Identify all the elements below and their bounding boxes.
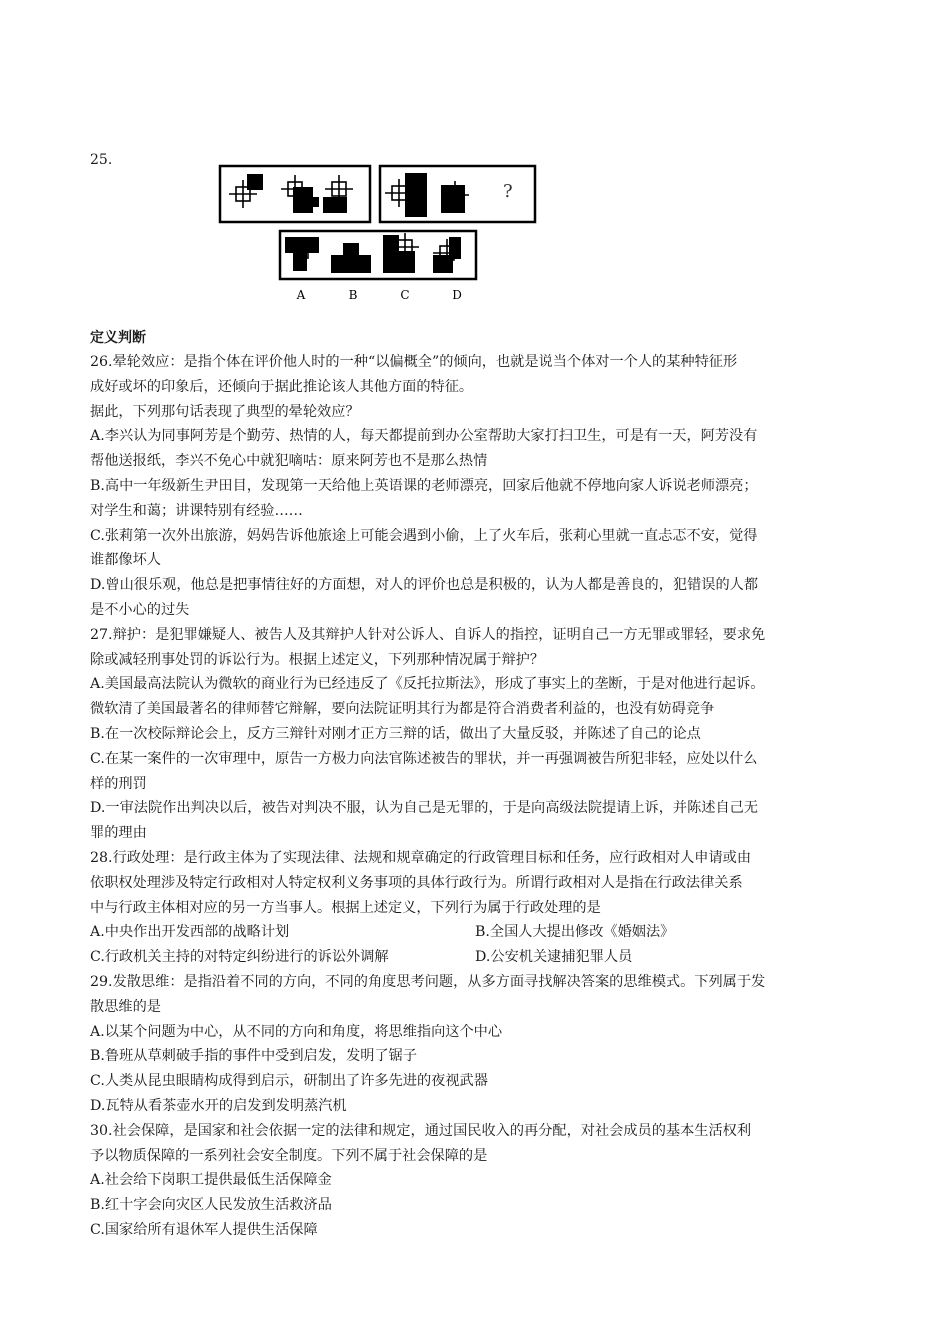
section-title: 定义判断 [90,330,146,346]
q28-option-c: C.行政机关主持的对特定纠纷进行的诉讼外调解 [90,949,389,966]
figure-1 [229,174,263,208]
text-line: A.美国最高法院认为微软的商业行为已经违反了《反托拉斯法》，形成了事实上的垄断，于是对他进行起诉。 [90,676,765,693]
text-line: 散思维的是 [90,998,161,1015]
q28-option-a: A.中央作出开发西部的战略计划 [90,924,290,941]
text-line: A.李兴认为同事阿芳是个勤劳、热情的人，每天都提前到办公室帮助大家打扫卫生，可是有一天，阿芳没有 [90,428,758,445]
text-line: 予以物质保障的一系列社会安全制度。下列不属于社会保障的是 [90,1147,488,1164]
option-label-d: D [452,288,462,302]
option-label-c: C [400,288,410,302]
text-line: B.高中一年级新生尹田目，发现第一天给他上英语课的老师漂亮，回家后他就不停地向家人诉说老师漂亮； [90,477,758,494]
text-line: D.瓦特从看茶壶水开的启发到发明蒸汽机 [90,1097,347,1114]
text-line: A.以某个问题为中心，从不同的方向和角度，将思维指向这个中心 [90,1023,503,1040]
questions-body [90,350,865,1243]
figure-3 [323,175,353,213]
text-line: 样的刑罚 [90,775,147,792]
option-b-figure [331,243,371,273]
text-line: 28.行政处理：是行政主体为了实现法律、法规和规章确定的行政管理目标和任务，应行政相对人申请或由 [90,849,752,866]
text-line: 罪的理由 [90,825,147,842]
text-line: A.社会给下岗职工提供最低生活保障金 [90,1172,332,1189]
text-line: 30.社会保障，是国家和社会依据一定的法律和规定，通过国民收入的再分配，对社会成员的基本生活权利 [90,1122,752,1139]
text-line: 26.晕轮效应：是指个体在评价他人时的一种“以偏概全”的倾向，也就是说当个体对一个人的某种特征形 [90,354,738,370]
text-line: C.人类从昆虫眼睛构成得到启示，研制出了许多先进的夜视武器 [90,1073,488,1090]
option-label-a: A [296,288,306,302]
text-line: B.鲁班从草刺破手指的事件中受到启发，发明了锯子 [90,1048,418,1065]
figure-5 [441,181,469,213]
question-mark: ? [503,181,513,202]
text-line: 成好或坏的印象后，还倾向于据此推论该人其他方面的特征。 [90,378,474,395]
text-line: 是不小心的过失 [90,601,190,618]
text-line: B.红十字会向灾区人民发放生活救济品 [90,1197,332,1214]
text-line: 27.辩护：是犯罪嫌疑人、被告人及其辩护人针对公诉人、自诉人的指控，证明自己一方无罪或罪轻，要求免 [90,626,766,643]
question-number-25: 25. [90,152,113,168]
text-line: 依职权处理涉及特定行政相对人特定权利义务事项的具体行政行为。所谓行政相对人是指在行政法律关系 [90,874,743,891]
text-line: D.一审法院作出判决以后，被告对判决不服，认为自己是无罪的，于是向高级法院提请上诉，并陈述自己无 [90,800,759,817]
figure-4 [385,173,427,217]
text-line: 除或减轻刑事处罚的诉讼行为。根据上述定义，下列那种情况属于辩护？ [90,651,545,668]
text-line: 29.发散思维：是指沿着不同的方向，不同的角度思考问题，从多方面寻找解决答案的思维模式。下列属于发 [90,973,766,990]
q28-option-b: B.全国人大提出修改《婚姻法》 [475,924,675,941]
option-c-figure [383,233,419,273]
text-line: 中与行政主体相对应的另一方当事人。根据上述定义，下列行为属于行政处理的是 [90,899,601,916]
text-line: C.张莉第一次外出旅游，妈妈告诉他旅途上可能会遇到小偷，上了火车后，张莉心里就一直忐忑不安，觉得 [90,527,758,544]
q28-option-d: D.公安机关逮捕犯罪人员 [475,949,633,966]
question-25-figure [215,163,545,308]
text-line: 微软清了美国最著名的律师替它辩解，要向法院证明其行为都是符合消费者利益的，也没有妨碍竞争 [90,701,715,718]
text-line: 对学生和蔼；讲课特别有经验…… [90,502,303,519]
option-a-figure [285,237,319,271]
option-d-figure [433,237,461,273]
text-line: D.曾山很乐观，他总是把事情往好的方面想，对人的评价也总是积极的，认为人都是善良的，犯错误的人都 [90,577,759,594]
figure-2 [281,175,319,213]
text-line: C.在某一案件的一次审理中，原告一方极力向法官陈述被告的罪状，并一再强调被告所犯非轻，应处以什么 [90,750,758,767]
text-line: 帮他送报纸，李兴不免心中就犯嘀咕：原来阿芳也不是那么热情 [90,453,488,470]
text-line: 谁都像坏人 [90,552,161,569]
q28-options-row-1 [90,920,865,945]
option-label-b: B [348,288,358,302]
text-line: C.国家给所有退休军人提供生活保障 [90,1221,318,1238]
q28-options-row-2 [90,945,865,970]
text-line: B.在一次校际辩论会上，反方三辩针对刚才正方三辩的话，做出了大量反驳，并陈述了自己的论点 [90,725,701,742]
text-line: 据此，下列那句话表现了典型的晕轮效应？ [90,403,360,420]
